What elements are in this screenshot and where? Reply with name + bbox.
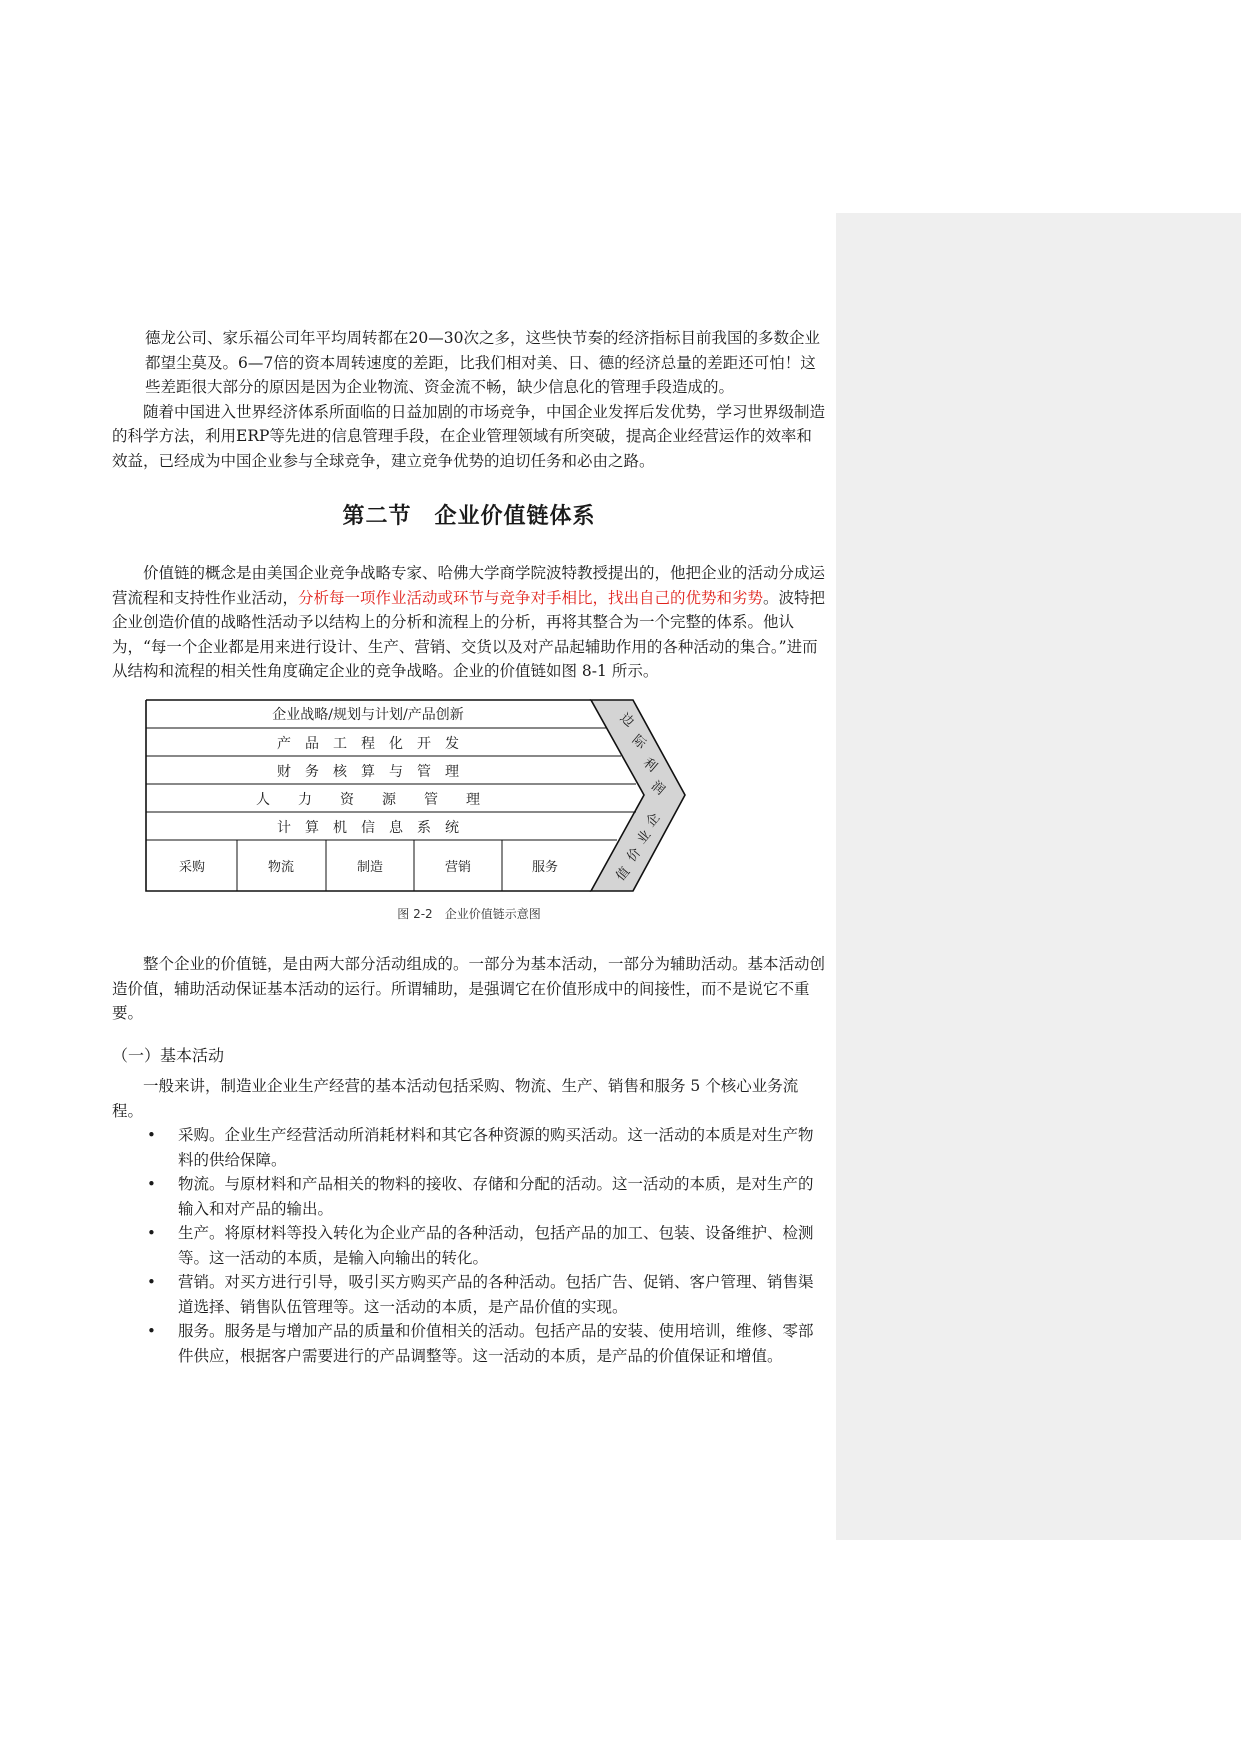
primary-cell-purchasing: 采购	[178, 859, 206, 875]
list-item-text: 采购。企业生产经营活动所消耗材料和其它各种资源的购买活动。这一活动的本质是对生产物料的供给保障。	[178, 1126, 814, 1169]
basic-activities-list	[112, 1123, 826, 1368]
primary-cell-service: 服务	[531, 859, 559, 875]
list-item	[112, 1172, 826, 1221]
bullet-icon: •	[147, 1224, 156, 1242]
list-item	[112, 1270, 826, 1319]
paragraph-1: 德龙公司、家乐福公司年平均周转都在20—30次之多，这些快节奏的经济指标目前我国的多数企业都望尘莫及。6—7倍的资本周转速度的差距，比我们相对美、日、德的经济总量的差距还可怕！这些差距很大部分的原因是因为企业物流、资金流不畅，缺少信息化的管理手段造成的。	[145, 329, 820, 396]
primary-cell-marketing: 营销	[444, 859, 472, 875]
paragraph-2: 随着中国进入世界经济体系所面临的日益加剧的市场竞争，中国企业发挥后发优势，学习世界级制造的科学方法，利用ERP等先进的信息管理手段，在企业管理领域有所突破，提高企业经营运作的效率和效益，已经成为中国企业参与全球竞争，建立竞争优势的迫切任务和必由之路。	[112, 402, 826, 470]
margin-label-top-0: 边	[616, 709, 637, 730]
comment-pane	[836, 213, 1241, 1540]
bullet-icon: •	[147, 1126, 156, 1144]
sub-heading-basic-activities: （一）基本活动	[112, 1045, 225, 1065]
margin-label-bottom-3: 值	[613, 864, 634, 884]
value-chain-figure	[112, 692, 826, 898]
margin-label-top-1: 际	[628, 731, 649, 752]
support-row-human-resources: 人 力 资 源 管 理	[256, 791, 480, 808]
paragraph-3-part-b: 。波特把企业创造价值的战略性活动予以结构上的分析和流程上的分析，再将其整合为一个完整的体系。他认为，“每一个企业都是用来进行设计、生产、营销、交货以及对产品起辅助作用的各种活动的集合。”进而从结构和流程的相关性角度确定企业的竞争战略。企业的价值链如图 8-1 所示。	[112, 588, 826, 680]
list-item-text: 生产。将原材料等投入转化为企业产品的各种活动，包括产品的加工、包装、设备维护、检测等。这一活动的本质，是输入向输出的转化。	[178, 1224, 814, 1267]
bullet-icon: •	[147, 1322, 156, 1340]
list-item-text: 服务。服务是与增加产品的质量和价值相关的活动。包括产品的安装、使用培训，维修、零部件供应，根据客户需要进行的产品调整等。这一活动的本质，是产品的价值保证和增值。	[178, 1322, 814, 1365]
margin-label-bottom-2: 价	[624, 845, 645, 865]
list-item	[112, 1221, 826, 1270]
paragraph-3-part-a: 价值链的概念是由美国企业竞争战略专家、哈佛大学商学院波特教授提出的，他把企业的活动分成运营流程和支持性作业活动，	[112, 564, 826, 607]
margin-label-top-3: 润	[647, 777, 668, 798]
margin-label-bottom-1: 业	[634, 827, 655, 847]
value-chain-diagram	[112, 692, 826, 898]
margin-label-top-2: 利	[639, 754, 660, 775]
primary-cell-manufacturing: 制造	[356, 859, 384, 875]
paragraph-3	[112, 561, 826, 684]
support-row-finance: 财 务 核 算 与 管 理	[277, 763, 459, 780]
document-page	[112, 326, 826, 1368]
support-row-product-engineering: 产 品 工 程 化 开 发	[277, 735, 459, 752]
primary-cell-logistics: 物流	[267, 859, 295, 875]
support-row-information-system: 计 算 机 信 息 系 统	[277, 819, 459, 836]
bullet-icon: •	[147, 1273, 156, 1291]
list-item	[112, 1319, 826, 1368]
list-item-text: 营销。对买方进行引导，吸引买方购买产品的各种活动。包括广告、促销、客户管理、销售渠道选择、销售队伍管理等。这一活动的本质，是产品价值的实现。	[178, 1273, 814, 1316]
bullet-icon: •	[147, 1175, 156, 1193]
list-item-text: 物流。与原材料和产品相关的物料的接收、存储和分配的活动。这一活动的本质，是对生产的输入和对产品的输出。	[178, 1175, 814, 1218]
figure-caption: 图 2-2 企业价值链示意图	[397, 906, 541, 921]
paragraph-4: 整个企业的价值链，是由两大部分活动组成的。一部分为基本活动，一部分为辅助活动。基本活动创造价值，辅助活动保证基本活动的运行。所谓辅助，是强调它在价值形成中的间接性，而不是说它不重要。	[112, 955, 826, 1022]
support-row-strategy: 企业战略/规划与计划/产品创新	[272, 706, 464, 723]
list-item	[112, 1123, 826, 1172]
paragraph-3-highlight: 分析每一项作业活动或环节与竞争对手相比，找出自己的优势和劣势	[298, 588, 764, 607]
section-title: 第二节 企业价值链体系	[342, 504, 596, 529]
paragraph-5: 一般来讲，制造业企业生产经营的基本活动包括采购、物流、生产、销售和服务 5 个核心业务流程。	[112, 1077, 799, 1120]
margin-label-bottom-0: 企	[643, 810, 664, 830]
